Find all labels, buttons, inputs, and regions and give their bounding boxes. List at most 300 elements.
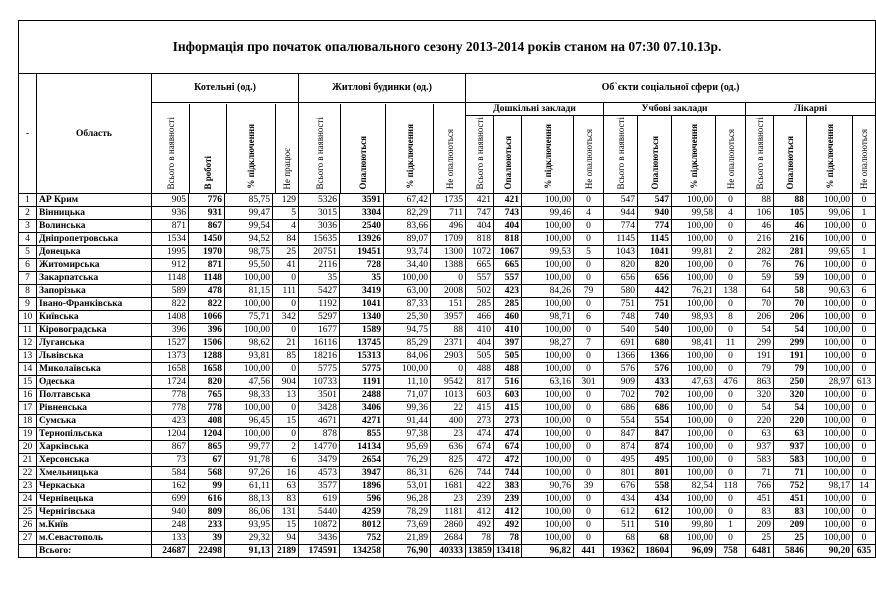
index-cell: 11	[19, 324, 37, 337]
value-cell: 778	[152, 389, 189, 402]
value-cell: 13745	[340, 337, 384, 350]
value-cell: 874	[604, 441, 638, 454]
value-cell: 752	[774, 480, 807, 493]
value-cell: 96,82	[522, 545, 574, 558]
value-cell: 118	[716, 480, 746, 493]
value-cell: 748	[604, 311, 638, 324]
value-cell: 937	[774, 441, 807, 454]
value-cell: 206	[746, 311, 774, 324]
value-cell: 434	[604, 493, 638, 506]
value-cell: 100,00	[807, 519, 853, 532]
value-cell: 576	[638, 363, 672, 376]
schools-col-label: Всього в наявності	[615, 116, 626, 189]
value-cell: 937	[746, 441, 774, 454]
value-cell: 5	[273, 207, 299, 220]
value-cell: 0	[853, 363, 876, 376]
housing-header: Житлові будинки (од.)	[299, 74, 466, 103]
value-cell: 13418	[494, 545, 522, 558]
preschool-col-1	[494, 116, 522, 194]
region-cell: Хмельницька	[37, 467, 152, 480]
value-cell: 778	[152, 402, 189, 415]
value-cell: 85	[273, 350, 299, 363]
value-cell: 547	[604, 194, 638, 207]
value-cell: 496	[431, 220, 466, 233]
value-cell: 433	[638, 376, 672, 389]
value-cell: 35	[340, 272, 384, 285]
value-cell: 25	[273, 246, 299, 259]
value-cell: 0	[716, 441, 746, 454]
value-cell: 1388	[431, 259, 466, 272]
region-cell: Луганська	[37, 337, 152, 350]
value-cell: 98,71	[522, 311, 574, 324]
value-cell: 912	[152, 259, 189, 272]
value-cell: 98,17	[807, 480, 853, 493]
value-cell: 656	[638, 272, 672, 285]
value-cell: 752	[340, 532, 384, 545]
value-cell: 905	[152, 194, 189, 207]
value-cell: 3577	[299, 480, 340, 493]
value-cell: 400	[431, 415, 466, 428]
value-cell: 0	[574, 233, 604, 246]
value-cell: 34,40	[384, 259, 431, 272]
value-cell: 0	[853, 428, 876, 441]
value-cell: 809	[189, 506, 225, 519]
value-cell: 5427	[299, 285, 340, 298]
value-cell: 76,29	[384, 454, 431, 467]
value-cell: 1288	[189, 350, 225, 363]
value-cell: 68	[638, 532, 672, 545]
value-cell: 100,00	[807, 363, 853, 376]
value-cell: 14134	[340, 441, 384, 454]
value-cell: 0	[574, 493, 604, 506]
value-cell: 778	[189, 402, 225, 415]
value-cell: 0	[716, 363, 746, 376]
value-cell: 138	[716, 285, 746, 298]
value-cell: 76,90	[384, 545, 431, 558]
value-cell: 3304	[340, 207, 384, 220]
value-cell: 320	[774, 389, 807, 402]
value-cell: 0	[716, 194, 746, 207]
value-cell: 59	[774, 272, 807, 285]
value-cell: 100,00	[522, 493, 574, 506]
value-cell: 90,63	[807, 285, 853, 298]
value-cell: 18604	[638, 545, 672, 558]
value-cell: 100,00	[807, 350, 853, 363]
value-cell: 39	[574, 480, 604, 493]
value-cell: 100,00	[384, 363, 431, 376]
value-cell: 7	[574, 337, 604, 350]
value-cell: 4271	[340, 415, 384, 428]
value-cell: 740	[638, 311, 672, 324]
value-cell: 847	[638, 428, 672, 441]
social-header: Об`єкти соціальної сфери (од.)	[466, 74, 876, 103]
value-cell: 0	[574, 441, 604, 454]
value-cell: 301	[574, 376, 604, 389]
value-cell: 63,16	[522, 376, 574, 389]
value-cell: 0	[716, 415, 746, 428]
value-cell: 1506	[189, 337, 225, 350]
value-cell: 871	[152, 220, 189, 233]
value-cell: 3479	[299, 454, 340, 467]
value-cell: 8012	[340, 519, 384, 532]
value-cell: 100,00	[225, 363, 273, 376]
value-cell: 98,33	[225, 389, 273, 402]
value-cell: 299	[746, 337, 774, 350]
value-cell: 1366	[604, 350, 638, 363]
boiler-col-working: В роботі	[203, 155, 213, 189]
value-cell: 488	[494, 363, 522, 376]
table-row	[19, 532, 876, 545]
value-cell: 25,30	[384, 311, 431, 324]
value-cell: 220	[774, 415, 807, 428]
value-cell: 603	[494, 389, 522, 402]
value-cell: 41	[273, 259, 299, 272]
value-cell: 99	[189, 480, 225, 493]
value-cell: 1043	[604, 246, 638, 259]
value-cell: 76	[746, 259, 774, 272]
value-cell: 59	[746, 272, 774, 285]
value-cell: 2654	[340, 454, 384, 467]
value-cell: 554	[604, 415, 638, 428]
value-cell: 702	[638, 389, 672, 402]
value-cell: 1735	[431, 194, 466, 207]
value-cell: 13859	[466, 545, 494, 558]
value-cell: 191	[746, 350, 774, 363]
value-cell: 206	[774, 311, 807, 324]
value-cell: 100,00	[522, 272, 574, 285]
value-cell: 209	[774, 519, 807, 532]
value-cell: 99,46	[522, 207, 574, 220]
value-cell: 24687	[152, 545, 189, 558]
value-cell: 10733	[299, 376, 340, 389]
value-cell: 100,00	[522, 350, 574, 363]
value-cell: 1724	[152, 376, 189, 389]
value-cell: 63,00	[384, 285, 431, 298]
value-cell: 1589	[340, 324, 384, 337]
value-cell: 1681	[431, 480, 466, 493]
value-cell: 558	[638, 480, 672, 493]
value-cell: 822	[189, 298, 225, 311]
value-cell: 1366	[638, 350, 672, 363]
value-cell: 0	[853, 493, 876, 506]
value-cell: 4671	[299, 415, 340, 428]
value-cell: 0	[853, 337, 876, 350]
value-cell: 68	[604, 532, 638, 545]
report-sheet	[18, 20, 872, 558]
region-cell: Полтавська	[37, 389, 152, 402]
value-cell: 554	[638, 415, 672, 428]
value-cell: 98,75	[225, 246, 273, 259]
value-cell: 1204	[189, 428, 225, 441]
value-cell: 878	[299, 428, 340, 441]
index-cell: 4	[19, 233, 37, 246]
value-cell: 281	[774, 246, 807, 259]
value-cell: 100,00	[522, 259, 574, 272]
value-cell: 0	[853, 272, 876, 285]
value-cell: 53,01	[384, 480, 431, 493]
value-cell: 0	[716, 272, 746, 285]
value-cell: 3501	[299, 389, 340, 402]
value-cell: 1340	[340, 311, 384, 324]
value-cell: 0	[574, 389, 604, 402]
preschool-col-2	[522, 116, 574, 194]
region-cell: АР Крим	[37, 194, 152, 207]
value-cell: 1145	[638, 233, 672, 246]
value-cell: 100,00	[522, 519, 574, 532]
value-cell: 91,13	[225, 545, 273, 558]
table-row	[19, 415, 876, 428]
value-cell: 100,00	[672, 194, 716, 207]
value-cell: 342	[273, 311, 299, 324]
preschool-col-label: Не опалюються	[583, 128, 594, 189]
value-cell: 1995	[152, 246, 189, 259]
value-cell: 70	[746, 298, 774, 311]
index-cell: 5	[19, 246, 37, 259]
table-row	[19, 207, 876, 220]
table-row	[19, 402, 876, 415]
value-cell: 25	[774, 532, 807, 545]
value-cell: 100,00	[807, 259, 853, 272]
value-cell: 40333	[431, 545, 466, 558]
value-cell: 6	[853, 285, 876, 298]
value-cell: 97,26	[225, 467, 273, 480]
value-cell: 1450	[189, 233, 225, 246]
value-cell: 86,06	[225, 506, 273, 519]
value-cell: 665	[494, 259, 522, 272]
value-cell: 97,38	[384, 428, 431, 441]
value-cell: 944	[604, 207, 638, 220]
value-cell: 451	[774, 493, 807, 506]
value-cell: 248	[152, 519, 189, 532]
value-cell: 14770	[299, 441, 340, 454]
table-row	[19, 389, 876, 402]
value-cell: 1148	[152, 272, 189, 285]
value-cell: 11,10	[384, 376, 431, 389]
boiler-col-notworking: Не працює	[282, 147, 292, 189]
value-cell: 492	[466, 519, 494, 532]
table-row	[19, 324, 876, 337]
value-cell: 10872	[299, 519, 340, 532]
value-cell: 415	[494, 402, 522, 415]
value-cell: 0	[574, 350, 604, 363]
schools-header: Учбові заклади	[604, 103, 746, 116]
value-cell: 191	[774, 350, 807, 363]
index-header: -	[19, 74, 37, 194]
index-cell: 16	[19, 389, 37, 402]
value-cell: 751	[604, 298, 638, 311]
region-cell: Сумська	[37, 415, 152, 428]
value-cell: 743	[494, 207, 522, 220]
value-cell: 84,06	[384, 350, 431, 363]
value-cell: 847	[604, 428, 638, 441]
value-cell: 865	[189, 441, 225, 454]
table-row	[19, 467, 876, 480]
region-header: Область	[37, 74, 152, 194]
value-cell: 0	[273, 324, 299, 337]
value-cell: 98,93	[672, 311, 716, 324]
value-cell: 766	[746, 480, 774, 493]
value-cell: 1041	[638, 246, 672, 259]
value-cell: 674	[494, 441, 522, 454]
index-cell: 17	[19, 402, 37, 415]
value-cell: 6	[574, 311, 604, 324]
value-cell: 88,13	[225, 493, 273, 506]
index-cell	[19, 545, 37, 558]
value-cell: 421	[494, 194, 522, 207]
value-cell: 100,00	[672, 441, 716, 454]
table-row	[19, 311, 876, 324]
value-cell: 1	[716, 519, 746, 532]
preschool-header: Дошкільні заклади	[466, 103, 604, 116]
value-cell: 0	[853, 259, 876, 272]
value-cell: 96,09	[672, 545, 716, 558]
value-cell: 82,54	[672, 480, 716, 493]
value-cell: 818	[466, 233, 494, 246]
value-cell: 488	[466, 363, 494, 376]
housing-col-notheated: Не опалюються	[444, 128, 455, 189]
value-cell: 23	[431, 428, 466, 441]
value-cell: 73	[152, 454, 189, 467]
value-cell: 619	[299, 493, 340, 506]
value-cell: 100,00	[672, 532, 716, 545]
value-cell: 100,00	[807, 220, 853, 233]
housing-col-total: Всього в наявності	[314, 116, 325, 189]
region-cell: Всього:	[37, 545, 152, 558]
value-cell: 744	[494, 467, 522, 480]
value-cell: 0	[273, 402, 299, 415]
value-cell: 100,00	[672, 428, 716, 441]
value-cell: 0	[574, 506, 604, 519]
value-cell: 404	[466, 220, 494, 233]
value-cell: 635	[853, 545, 876, 558]
region-cell: Вінницька	[37, 207, 152, 220]
value-cell: 460	[494, 311, 522, 324]
value-cell: 100,00	[672, 298, 716, 311]
value-cell: 105	[774, 207, 807, 220]
value-cell: 612	[638, 506, 672, 519]
index-cell: 25	[19, 506, 37, 519]
value-cell: 100,00	[522, 363, 574, 376]
table-row	[19, 285, 876, 298]
value-cell: 88	[746, 194, 774, 207]
hospitals-col-2	[807, 116, 853, 194]
value-cell: 423	[494, 285, 522, 298]
value-cell: 0	[574, 220, 604, 233]
table-row	[19, 298, 876, 311]
value-cell: 412	[494, 506, 522, 519]
index-cell: 22	[19, 467, 37, 480]
table-row	[19, 259, 876, 272]
value-cell: 1192	[299, 298, 340, 311]
value-cell: 557	[494, 272, 522, 285]
value-cell: 54	[746, 402, 774, 415]
value-cell: 133	[152, 532, 189, 545]
value-cell: 580	[604, 285, 638, 298]
table-row	[19, 493, 876, 506]
value-cell: 495	[638, 454, 672, 467]
value-cell: 100,00	[522, 506, 574, 519]
value-cell: 1072	[466, 246, 494, 259]
value-cell: 89,07	[384, 233, 431, 246]
value-cell: 936	[152, 207, 189, 220]
value-cell: 70	[774, 298, 807, 311]
value-cell: 131	[273, 506, 299, 519]
value-cell: 441	[574, 545, 604, 558]
value-cell: 674	[466, 441, 494, 454]
value-cell: 11	[716, 337, 746, 350]
value-cell: 686	[604, 402, 638, 415]
value-cell: 71	[774, 467, 807, 480]
value-cell: 162	[152, 480, 189, 493]
value-cell: 21,89	[384, 532, 431, 545]
table-row	[19, 428, 876, 441]
index-cell: 8	[19, 285, 37, 298]
value-cell: 0	[716, 506, 746, 519]
value-cell: 940	[638, 207, 672, 220]
value-cell: 0	[853, 441, 876, 454]
table-row	[19, 233, 876, 246]
value-cell: 680	[638, 337, 672, 350]
value-cell: 0	[853, 467, 876, 480]
boiler-subheaders	[152, 103, 299, 194]
value-cell: 100,00	[225, 428, 273, 441]
value-cell: 410	[466, 324, 494, 337]
value-cell: 250	[774, 376, 807, 389]
value-cell: 584	[152, 467, 189, 480]
value-cell: 0	[574, 259, 604, 272]
value-cell: 95,69	[384, 441, 431, 454]
index-cell: 21	[19, 454, 37, 467]
value-cell: 22498	[189, 545, 225, 558]
value-cell: 98,62	[225, 337, 273, 350]
value-cell: 111	[273, 285, 299, 298]
region-cell: Івано-Франківська	[37, 298, 152, 311]
region-cell: Чернігівська	[37, 506, 152, 519]
value-cell: 100,00	[807, 233, 853, 246]
value-cell: 442	[638, 285, 672, 298]
index-cell: 15	[19, 376, 37, 389]
value-cell: 0	[273, 363, 299, 376]
value-cell: 474	[466, 428, 494, 441]
value-cell: 3591	[340, 194, 384, 207]
value-cell: 818	[494, 233, 522, 246]
value-cell: 801	[604, 467, 638, 480]
value-cell: 13	[273, 389, 299, 402]
value-cell: 100,00	[807, 402, 853, 415]
value-cell: 0	[716, 220, 746, 233]
region-cell: Рівненська	[37, 402, 152, 415]
boiler-col-percent: % підключення	[246, 124, 256, 189]
value-cell: 451	[746, 493, 774, 506]
schools-col-label: Опалюються	[649, 135, 660, 189]
value-cell: 2	[273, 441, 299, 454]
schools-col-2	[672, 116, 716, 194]
region-cell: Запорізька	[37, 285, 152, 298]
table-row	[19, 376, 876, 389]
index-cell: 18	[19, 415, 37, 428]
value-cell: 676	[604, 480, 638, 493]
value-cell: 0	[853, 220, 876, 233]
region-cell: Харківська	[37, 441, 152, 454]
value-cell: 22	[431, 402, 466, 415]
value-cell: 67,42	[384, 194, 431, 207]
value-cell: 583	[774, 454, 807, 467]
table-row	[19, 519, 876, 532]
value-cell: 87,33	[384, 298, 431, 311]
value-cell: 412	[466, 506, 494, 519]
value-cell: 472	[466, 454, 494, 467]
value-cell: 817	[466, 376, 494, 389]
